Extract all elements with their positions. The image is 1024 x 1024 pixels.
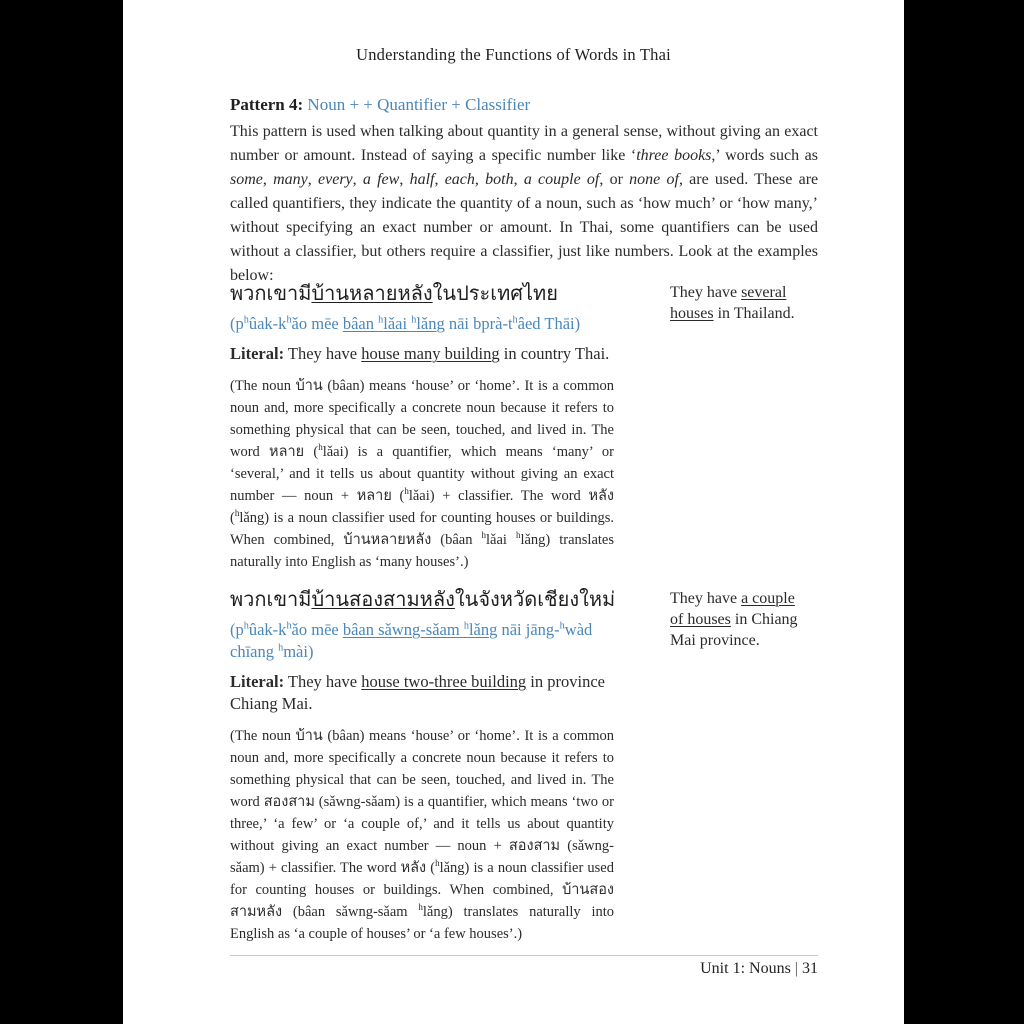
thai-sentence: พวกเขามีบ้านหลายหลังในประเทศไทย <box>230 283 558 305</box>
page-footer <box>230 960 818 978</box>
pattern-title: Noun + + Quantifier + Classifier <box>307 95 531 114</box>
explanation-note: (The noun บ้าน (bâan) means ‘house’ or ‘home’. It is a common noun and, more specifically a concrete noun because it refers to something physical that can be seen, touched, and lived in. The word หลาย ($^h$lǎai) is a quantifier, which means ‘many’ or ‘several,’ and it tells us about quantity without giving an exact number — noun + หลาย ($^h$lǎai) + classifier. The word หลัง ($^h$lǎng) is a noun classifier used for counting houses or buildings. When combined, บ้านหลายหลัง (bâan $^h$lǎai $^h$lǎng) translates naturally into English as ‘many houses’.) <box>230 378 614 570</box>
english-translation: They have a couple of houses in Chiang Mai province. <box>670 590 798 649</box>
document-page <box>123 0 904 1024</box>
thai-sentence: พวกเขามีบ้านสองสามหลังในจังหวัดเชียงใหม่ <box>230 589 616 611</box>
page-header-title: Understanding the Functions of Words in Thai <box>356 45 671 64</box>
pattern-label: Pattern 4: <box>230 95 304 114</box>
literal-translation: Literal: They have house many building in country Thai. <box>230 344 610 363</box>
footer-rule <box>230 955 818 956</box>
pattern-heading <box>230 95 818 115</box>
page-content <box>230 0 818 1024</box>
example-1-left-column <box>230 280 668 573</box>
footer-page-number: 31 <box>802 960 818 977</box>
explanation-note: (The noun บ้าน (bâan) means ‘house’ or ‘home’. It is a common noun and, more specifically a concrete noun because it refers to something physical that can be seen, touched, and lived in. The word สองสาม (sǎwng-sǎam) is a quantifier, which means ‘two or three,’ ‘a few’ or ‘a couple of,’ and it tells us about quantity without giving an exact number — noun + สองสาม (sǎwng-sǎam) + classifier. The word หลัง ($^h$lǎng) is a noun classifier used for counting houses or buildings. When combined, บ้านสองสามหลัง (bâan sǎwng-sǎam $^h$lǎng) translates naturally into English as ‘a couple of houses’ or ‘a few houses’.) <box>230 728 614 942</box>
footer-unit-label: Unit 1: Nouns <box>700 960 791 977</box>
transliteration: ($p^hûak-k^hǎo$ mēe bâan sǎwng-sǎam $^h$lǎng nāi jāng-$^h$wàd chīang $^h$mài) <box>230 620 593 661</box>
transliteration: ($p^hûak-k^hǎo$ mēe bâan $^h$lǎai $^h$lǎng nāi bprà-$t^hâed$ Thāi) <box>230 314 581 333</box>
literal-translation: Literal: They have house two-three building in province Chiang Mai. <box>230 672 605 713</box>
intro-paragraph: This pattern is used when talking about quantity in a general sense, without giving an exact number or amount. Instead of saying a specific number like ‘three books,’ words such as some, many, every, a few, half, each, both, a couple of, or none of, are used. These are called quantifiers, they indicate the quantity of a noun, such as ‘how much’ or ‘how many,’ without specifying an exact number or amount. In Thai, some quantifiers can be used without a classifier, but others require a classifier, just like numbers. Look at the examples below: <box>230 123 819 284</box>
example-2-left-column <box>230 586 668 945</box>
footer-separator: | <box>794 960 798 977</box>
english-translation: They have several houses in Thailand. <box>670 284 795 322</box>
